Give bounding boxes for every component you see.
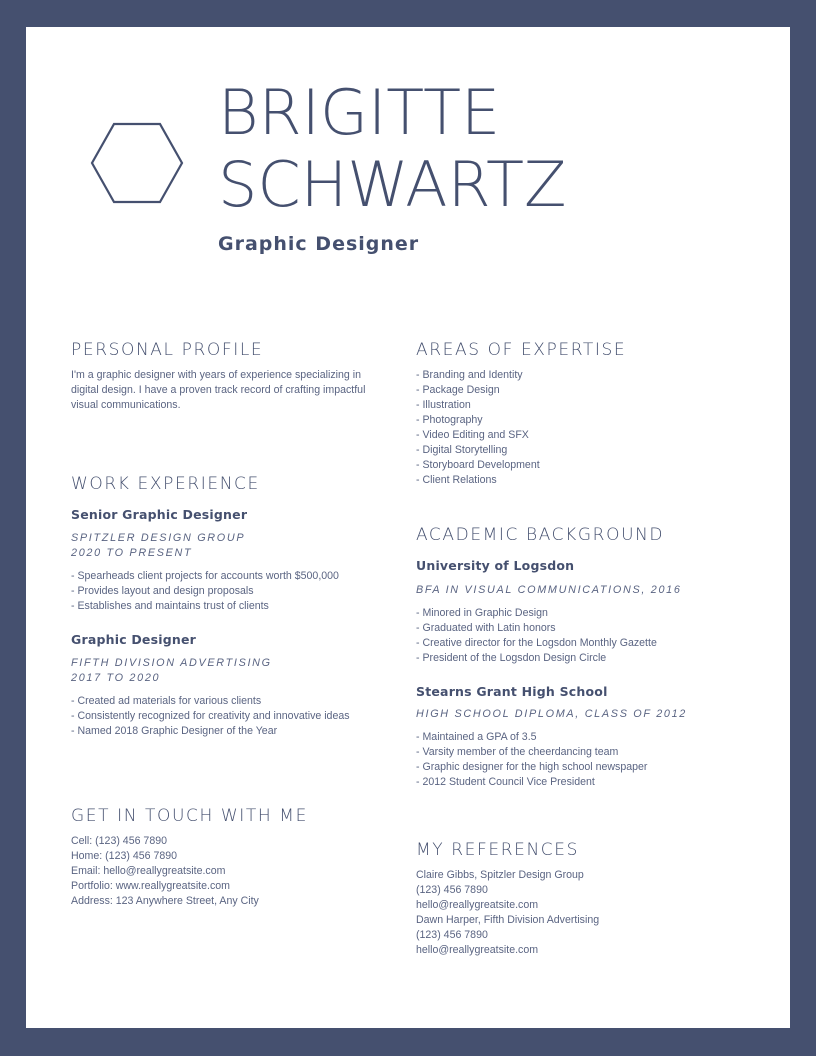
list-item: - Maintained a GPA of 3.5 [416, 731, 537, 743]
reference-line: Claire Gibbs, Spitzler Design Group [416, 869, 584, 881]
school-name: University of Logsdon [416, 558, 575, 573]
reference-line: hello@reallygreatsite.com [416, 899, 539, 911]
profile-line: digital design. I have a proven track record of crafting impactful [71, 384, 366, 396]
section-title: AREAS OF EXPERTISE [416, 340, 627, 360]
dates: 2017 TO 2020 [71, 672, 161, 684]
company: FIFTH DIVISION ADVERTISING [71, 657, 272, 669]
hexagon-icon [90, 122, 184, 204]
list-item: - Branding and Identity [416, 369, 523, 381]
first-name: BRIGITTE [218, 76, 501, 149]
list-item: - Varsity member of the cheerdancing team [416, 746, 619, 758]
list-item: - Named 2018 Graphic Designer of the Year [71, 725, 278, 737]
section-title: WORK EXPERIENCE [71, 474, 260, 494]
section-title: ACADEMIC BACKGROUND [416, 525, 665, 545]
list-item: - Graphic designer for the high school newspaper [416, 761, 648, 773]
contact-line: Address: 123 Anywhere Street, Any City [71, 895, 259, 907]
list-item: - Consistently recognized for creativity and innovative ideas [71, 710, 350, 722]
expertise-section [416, 340, 756, 488]
contact-section [71, 806, 401, 909]
profile-section [71, 340, 401, 413]
list-item: - Photography [416, 414, 483, 426]
list-item: - Establishes and maintains trust of clients [71, 600, 269, 612]
profile-line: I'm a graphic designer with years of experience specializing in [71, 369, 361, 381]
job-role: Graphic Designer [218, 233, 420, 255]
school-entry [416, 558, 756, 666]
degree: HIGH SCHOOL DIPLOMA, CLASS OF 2012 [416, 708, 688, 720]
contact-line: Portfolio: www.reallygreatsite.com [71, 880, 230, 892]
list-item: - Video Editing and SFX [416, 429, 529, 441]
list-item: - Client Relations [416, 474, 497, 486]
contact-line: Email: hello@reallygreatsite.com [71, 865, 226, 877]
list-item: - President of the Logsdon Design Circle [416, 652, 607, 664]
job-title: Senior Graphic Designer [71, 507, 248, 522]
list-item: - Provides layout and design proposals [71, 585, 254, 597]
company: SPITZLER DESIGN GROUP [71, 532, 246, 544]
last-name: SCHWARTZ [218, 148, 567, 221]
work-section [71, 474, 401, 739]
academic-section [416, 525, 756, 790]
resume-page [26, 27, 790, 1028]
list-item: - Creative director for the Logsdon Monthly Gazette [416, 637, 657, 649]
list-item: - 2012 Student Council Vice President [416, 776, 595, 788]
references-section [416, 840, 756, 958]
profile-line: visual communications. [71, 399, 181, 411]
dates: 2020 TO PRESENT [71, 547, 193, 559]
job-entry [71, 507, 401, 614]
reference-line: (123) 456 7890 [416, 884, 488, 896]
list-item: - Package Design [416, 384, 500, 396]
contact-line: Cell: (123) 456 7890 [71, 835, 167, 847]
job-title: Graphic Designer [71, 632, 197, 647]
school-name: Stearns Grant High School [416, 684, 608, 699]
degree: BFA IN VISUAL COMMUNICATIONS, 2016 [416, 584, 682, 596]
reference-line: (123) 456 7890 [416, 929, 488, 941]
list-item: - Minored in Graphic Design [416, 607, 548, 619]
contact-line: Home: (123) 456 7890 [71, 850, 178, 862]
list-item: - Spearheads client projects for accounts worth $500,000 [71, 570, 339, 582]
list-item: - Storyboard Development [416, 459, 540, 471]
list-item: - Illustration [416, 399, 471, 411]
reference-line: Dawn Harper, Fifth Division Advertising [416, 914, 600, 926]
job-entry [71, 632, 401, 739]
section-title: PERSONAL PROFILE [71, 340, 264, 360]
full-name [218, 77, 567, 221]
list-item: - Created ad materials for various clients [71, 695, 262, 707]
section-title: GET IN TOUCH WITH ME [71, 806, 308, 826]
list-item: - Graduated with Latin honors [416, 622, 556, 634]
section-title: MY REFERENCES [416, 840, 580, 860]
school-entry [416, 684, 756, 790]
list-item: - Digital Storytelling [416, 444, 508, 456]
reference-line: hello@reallygreatsite.com [416, 944, 539, 956]
